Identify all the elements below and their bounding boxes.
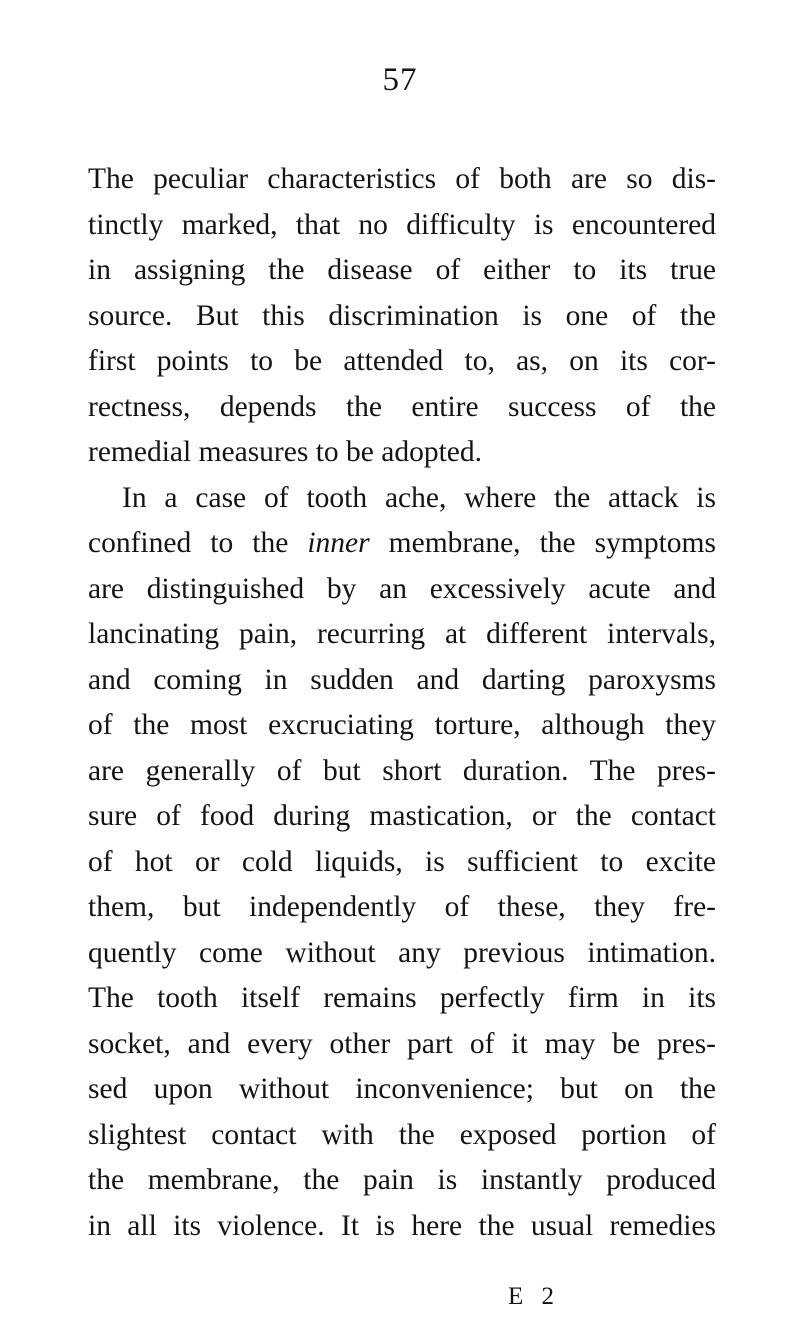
text-line-9 [88, 521, 716, 567]
text-line-8 [88, 476, 716, 522]
text-line-15: sure of food during mastication, or the contact [88, 800, 716, 832]
text-line-10: are distinguished by an excessively acute and [88, 572, 716, 605]
text-line-1: The peculiar characteristics of both are so dis- [88, 163, 716, 195]
text-line-23: the membrane, the pain is instantly produced [88, 1164, 716, 1196]
text-line-5: first points to be attended to, as, on its cor- [88, 345, 716, 377]
text-line-11: lancinating pain, recurring at different intervals, [88, 618, 716, 650]
text-line-6: rectness, depends the entire success of the [88, 390, 716, 423]
text-line-9-before: confined to the [88, 527, 308, 559]
page-number: 57 [382, 62, 418, 98]
text-line-12: and coming in sudden and darting paroxysms [88, 663, 716, 696]
signature-mark: E 2 [508, 1283, 561, 1310]
text-line-19: The tooth itself remains perfectly firm in its [88, 982, 716, 1014]
text-line-4: source. But this discrimination is one of the [88, 299, 716, 332]
text-line-13: of the most excruciating torture, although they [88, 709, 716, 741]
text-line-3: in assigning the disease of either to its true [88, 254, 716, 286]
text-line-17: them, but independently of these, they fre- [88, 891, 716, 923]
text-line-20: socket, and every other part of it may be pres- [88, 1027, 716, 1060]
text-line-18: quently come without any previous intimation. [88, 936, 716, 969]
text-line-21: sed upon without inconvenience; but on the [88, 1073, 716, 1105]
text-line-7: remedial measures to be adopted. [88, 436, 483, 468]
text-line-22: slightest contact with the exposed portion of [88, 1118, 716, 1151]
body-text [88, 157, 716, 1249]
text-line-24: in all its violence. It is here the usual remedies [88, 1209, 716, 1242]
text-line-9-after: membrane, the symptoms [369, 527, 716, 559]
text-line-14: are generally of but short duration. The pres- [88, 754, 716, 787]
text-line-16: of hot or cold liquids, is sufficient to excite [88, 845, 716, 878]
text-line-2: tinctly marked, that no difficulty is encountered [88, 208, 716, 241]
italic-word: inner [307, 527, 370, 559]
text-line-8-content: In a case of tooth ache, where the attack is [122, 481, 716, 514]
